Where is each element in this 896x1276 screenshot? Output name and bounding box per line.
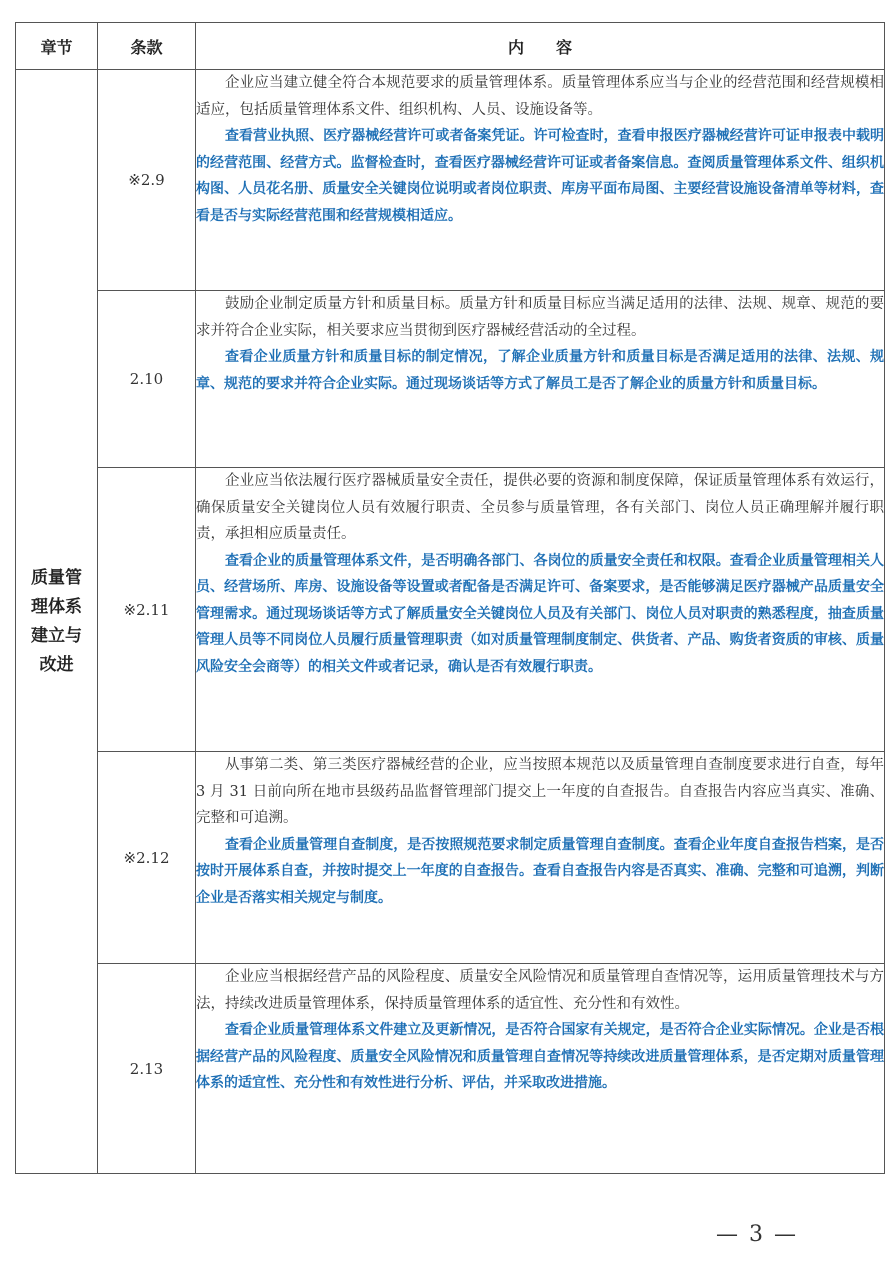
clause-number: ※2.11 [98, 468, 196, 752]
page-number: — 3 — [716, 1222, 798, 1247]
requirement-text: 企业应当建立健全符合本规范要求的质量管理体系。质量管理体系应当与企业的经营范围和经营规模相适应，包括质量管理体系文件、组织机构、人员、设施设备等。 [196, 75, 884, 118]
requirement-text: 企业应当根据经营产品的风险程度、质量安全风险情况和质量管理自查情况等，运用质量管理技术与方法，持续改进质量管理体系，保持质量管理体系的适宜性、充分性和有效性。 [196, 969, 884, 1012]
chapter-cell [16, 70, 98, 1174]
table-row [16, 468, 885, 752]
clause-number: 2.10 [98, 291, 196, 468]
content-cell [196, 964, 885, 1174]
header-clause: 条款 [98, 23, 196, 70]
chapter-line: 改进 [39, 654, 74, 675]
table-row [16, 291, 885, 468]
requirement-text: 从事第二类、第三类医疗器械经营的企业，应当按照本规范以及质量管理自查制度要求进行自查，每年 3 月 31 日前向所在地市县级药品监督管理部门提交上一年度的自查报告。自查报告内容应当真实、准确、完整和可追溯。 [196, 757, 884, 826]
content-cell [196, 752, 885, 964]
clause-number: ※2.9 [98, 70, 196, 291]
header-content: 内 容 [196, 23, 885, 70]
chapter-line: 质量管 [31, 567, 82, 588]
header-chapter: 章节 [16, 23, 98, 70]
check-method-text: 查看企业质量管理体系文件建立及更新情况，是否符合国家有关规定，是否符合企业实际情况。企业是否根据经营产品的风险程度、质量安全风险情况和质量管理自查情况等持续改进质量管理体系，是否定期对质量管理体系的适宜性、充分性和有效性进行分析、评估，并采取改进措施。 [196, 1022, 884, 1091]
clause-number: ※2.12 [98, 752, 196, 964]
table-row [16, 964, 885, 1174]
chapter-line: 理体系 [31, 596, 82, 617]
content-cell [196, 70, 885, 291]
clause-number: 2.13 [98, 964, 196, 1174]
requirement-text: 企业应当依法履行医疗器械质量安全责任，提供必要的资源和制度保障，保证质量管理体系有效运行，确保质量安全关键岗位人员有效履行职责、全员参与质量管理，各有关部门、岗位人员正确理解并履行职责，承担相应质量责任。 [196, 473, 884, 542]
table-row [16, 752, 885, 964]
check-method-text: 查看营业执照、医疗器械经营许可或者备案凭证。许可检查时，查看申报医疗器械经营许可证申报表中载明的经营范围、经营方式。监督检查时，查看医疗器械经营许可证或者备案信息。查阅质量管理体系文件、组织机构图、人员花名册、质量安全关键岗位说明或者岗位职责、库房平面布局图、主要经营设施设备清单等材料，查看是否与实际经营范围和经营规模相适应。 [196, 128, 884, 224]
check-method-text: 查看企业的质量管理体系文件，是否明确各部门、各岗位的质量安全责任和权限。查看企业质量管理相关人员、经营场所、库房、设施设备等设置或者配备是否满足许可、备案要求，是否能够满足医疗器械产品质量安全管理需求。通过现场谈话等方式了解质量安全关键岗位人员及有关部门、岗位人员对职责的熟悉程度，抽查质量管理人员等不同岗位人员履行质量管理职责（如对质量管理制度制定、供货者、产品、购货者资质的审核、质量风险安全会商等）的相关文件或者记录，确认是否有效履行职责。 [196, 552, 884, 675]
table-header-row [16, 23, 885, 70]
requirement-text: 鼓励企业制定质量方针和质量目标。质量方针和质量目标应当满足适用的法律、法规、规章、规范的要求并符合企业实际，相关要求应当贯彻到医疗器械经营活动的全过程。 [196, 296, 884, 339]
regulation-table [15, 22, 885, 1174]
content-cell [196, 291, 885, 468]
check-method-text: 查看企业质量方针和质量目标的制定情况，了解企业质量方针和质量目标是否满足适用的法律、法规、规章、规范的要求并符合企业实际。通过现场谈话等方式了解员工是否了解企业的质量方针和质量目标。 [196, 349, 884, 392]
table-row [16, 70, 885, 291]
chapter-line: 建立与 [31, 625, 82, 646]
check-method-text: 查看企业质量管理自查制度，是否按照规范要求制定质量管理自查制度。查看企业年度自查报告档案，是否按时开展体系自查，并按时提交上一年度的自查报告。查看自查报告内容是否真实、准确、完整和可追溯，判断企业是否落实相关规定与制度。 [196, 836, 884, 906]
content-cell [196, 468, 885, 752]
